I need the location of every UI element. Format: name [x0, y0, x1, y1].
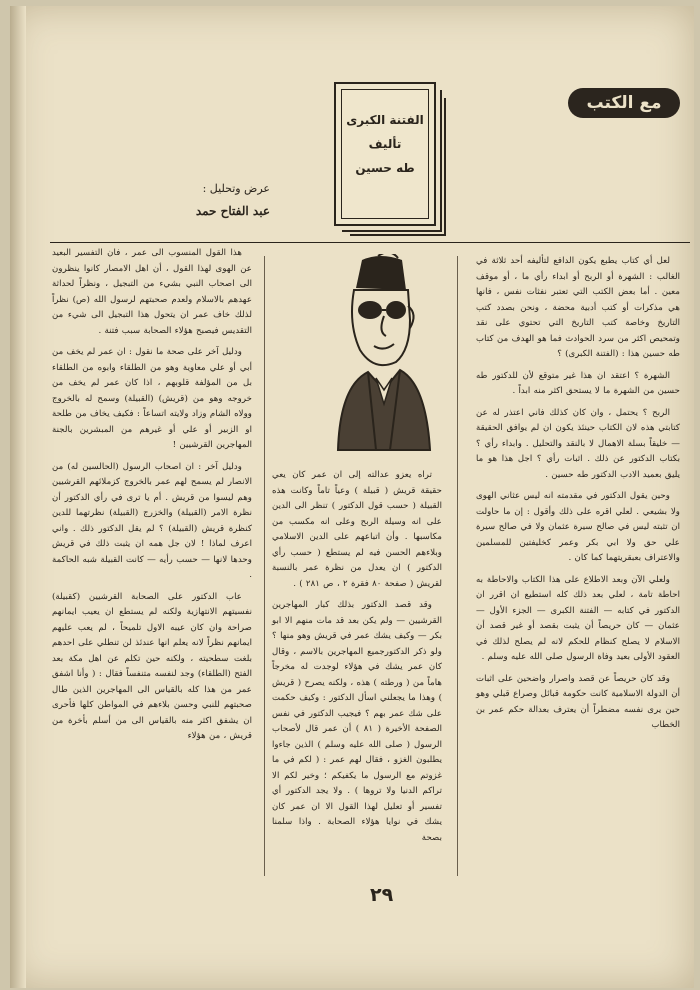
book-author: طه حسين [355, 161, 415, 175]
paragraph: وقد قصد الدكتور بذلك كبار المهاجرين القرشيين — ولم يكن بعد قد مات منهم الا ابو بكر — وكيف يشك عمر في قريش وهو منها ؟ ولو ذكر الدكتورجميع المهاجرين بالاسم ، وقال كان عمر يشك في هؤلاء لوجدت له مخرجاً هاماً من ( ورطته ) هذه ، ولكنه يصرح ( قريش ) وهذا ما يجعلني اسأل الدكتور : وكيف حكمت على شك عمر بهم ؟ فيجيب الدكتور في نفس الصفحة الأخيرة ( ٨١ ) أن عمر قال لأصحاب الرسول ( صلى الله عليه وسلم ) الذين جاءوا يطلبون الغزو ، فقال لهم عمر : ( لكم في ما غزوتم مع الرسول ما يكفيكم ؛ وخير لكم الا تراكم الدنيا ولا تروها ) . ولا يجد الدكتور أي تفسير أو تعليل لهذا القول الا ان عمر كان يشك في نوايا هؤلاء الصحابة . واذا سلمنا بصحة [272, 600, 442, 843]
paragraph: وقد كان حريصاً عن قصد واصرار واضحين على اثبات أن الدولة الاسلامية كانت حكومة قبائل وصراع قبلي وهو حين يرى نفسه مضطراً أن يعترف بعدالة حكم عمر بن الخطاب [476, 673, 680, 730]
magazine-page [10, 6, 694, 988]
paragraph: عاب الدكتور على الصحابة القرشيين (كقبيلة) نفسيتهم الانتهازية ولكنه لم يستطع ان يعيب ايمانهم صراحة وان كان عيبه الاول تلميحاً ، لم يعب عليهم ايمانهم نظراً لانه يعلم انها عندئذ لن تنطلي على احدهم بلغت سطحيته ، ولكنه حين تكلم عن اهل مكة بعد الفتح (الطلقاء) وجد لنفسه متنفساً فقال : ( وأنا اشفق عمر من هذا كله بالقياس الى المهاجرين الذين طال صحبتهم للنبي وحسن بلاءهم في المواطن كلها فأحرى ان يشفق اكثر منه بالقياس الى من أسلم بأخرة من قريش ، من هؤلاء [52, 591, 252, 741]
section-badge: مع الكتب [568, 88, 680, 118]
book-authorship: تأليف [368, 137, 402, 151]
paragraph: هذا القول المنسوب الى عمر ، فان التفسير البعيد عن الهوى لهذا القول ، أن اهل الامصار كانوا ينظرون الى اصحاب النبي بشيء من التبجيل ، ونظراً لحداثة عهدهم بالاسلام ولعدم صحبتهم لرسول الله (ص) نظراً لذلك خاف عمر ان يتحول هذا التبجيل الى شيء من التقديس فيصبح هؤلاء الصحابة سبب فتنة . [52, 248, 252, 336]
column-divider [457, 256, 458, 876]
book-title: الفتنة الكبرى [346, 113, 424, 127]
paragraph: وحين يقول الدكتور في مقدمته انه ليس عثاني الهوى ولا بشيعي . لعلي اقره على ذلك وأقول : إن ما حاولت ان تثبته ليس في صالح سيرة عثمان ولا في صالح سيرة علي حق ولا ابي بكر وعمر كخليفتين للمسلمين والاعتراف بعبقريتهما كما كان . [476, 491, 680, 563]
page-spine-shadow [10, 6, 26, 988]
book-cover [334, 82, 436, 226]
paragraph: لعل أي كتاب يطبع يكون الدافع لتأليفه أحد ثلاثة في الغالب : الشهرة أو الربح أو ابداء رأي ما ، أو موقف معين . أما بعض الكتب التي تعتبر نفثات نفس ، فانها هي مذكرات أو كتب أدبية محضة ، ونحن بصدد كتب التاريخ وخاصة كتب التاريخ التي تحتوي على نقد وتمحيص اكثر من سرد الحوادث فما هو الهدف من كتاب طه حسين هذا : (الفتنة الكبرى) ؟ [476, 256, 680, 359]
page-number: ٢٩ [370, 884, 394, 906]
paragraph: الربح ؟ يحتمل ، وان كان كذلك فاني اعتذر له عن كتابتي هذه لان الكتاب حينئذ يكون ان لم يوافق الحقيقة — خليقاً بسلة الاهمال لا بالنقد والتحليل . وابداء رأي ؟ بكتاب الدكتور عن ذلك . اثبات رأي ؟ اجل هذا هو ما يليق بعميد الادب الدكتور طه حسين . [476, 407, 680, 480]
paragraph: ولعلي الآن وبعد الاطلاع على هذا الكتاب والاحاطة به احاطة تامة ، لعلي بعد ذلك كله استطيع ان اقرر ان الدكتور في كتابه — الفتنة الكبرى — الجزء الأول — عثمان — كان حريصاً أن يثبت بقصد أو غير قصد أن الاسلام لا يصلح كنظام للحكم لانه لم يصلح لذلك في العقود الأولى بعيد وفاة الرسول صلى الله عليه وسلم . [476, 574, 680, 662]
paragraph: ودليل آخر : ان اصحاب الرسول (الحالسين له) من الانصار لم يسمح لهم عمر بالخروج كزملائهم القرشيين وهم ليسوا من قريش . أم يا ترى في رأي الدكتور أن نظرة الامر (القبيلة) والخزرج (القبيلة) نظرتهما للدين كنظرة قريش (القبيلة) ؟ لم يقل الدكتور ذلك . واني اعرف لماذا ! لان جل همه ان يثبت ذلك في قريش وحدها لانها — حسب رأيه — كانت القبيلة شبه الحاكمة . [52, 461, 252, 580]
paragraph: تراه يعزو عدالته إلى ان عمر كان يعي حقيقة قريش ( قبيلة ) وعياً تاماً وكانت هذه القبيلة ( حسب قول الدكتور ) تنظر الى الدين على انه وسيلة الربح وعلى انه مكسب من مكاسبها . وأن اتباعهم على الدين الاسلامي وبلاءهم الحسن فيه لم يستطع ( حسب رأي الدكتور ) ان يعدل من نظرة عمر بالنسبة لقريش ( صفحة ٨٠ فقرة ٢ ، ص ٢٨١ ) . [272, 470, 442, 589]
byline [150, 178, 270, 222]
paragraph: ودليل آخر على صحة ما نقول : ان عمر لم يخف من أبي أو علي معاوية وهو من الطلقاء وابوه من الطلقاء بل من المؤلفة قلوبهم ، اذا كان عمر لم يخف من خروجه وهو من (قريش) (القبيلة) وسمح له بالخروج وولاه الشام وزاد ولايته اتساعاً : فكيف يخاف من طلحة او الزبير أو علي أو غيرهم من المبشرين بالجنة المهاجرين القرشيين ! [52, 347, 252, 450]
byline-label: عرض وتحليل : [202, 182, 270, 195]
author-portrait-illustration [318, 254, 438, 454]
column-divider [264, 256, 265, 876]
paragraph: الشهرة ؟ اعتقد ان هذا غير متوقع لأن للدكتور طه حسين من الشهرة ما لا يستحق اكثر منه ابداً . [476, 370, 680, 396]
article-column-middle [272, 468, 442, 852]
header-rule [50, 242, 690, 243]
byline-reviewer: عبد الفتاح حمد [195, 204, 270, 218]
article-column-left [52, 246, 252, 751]
article-column-right [476, 254, 680, 740]
book-cover-inner [341, 89, 429, 219]
